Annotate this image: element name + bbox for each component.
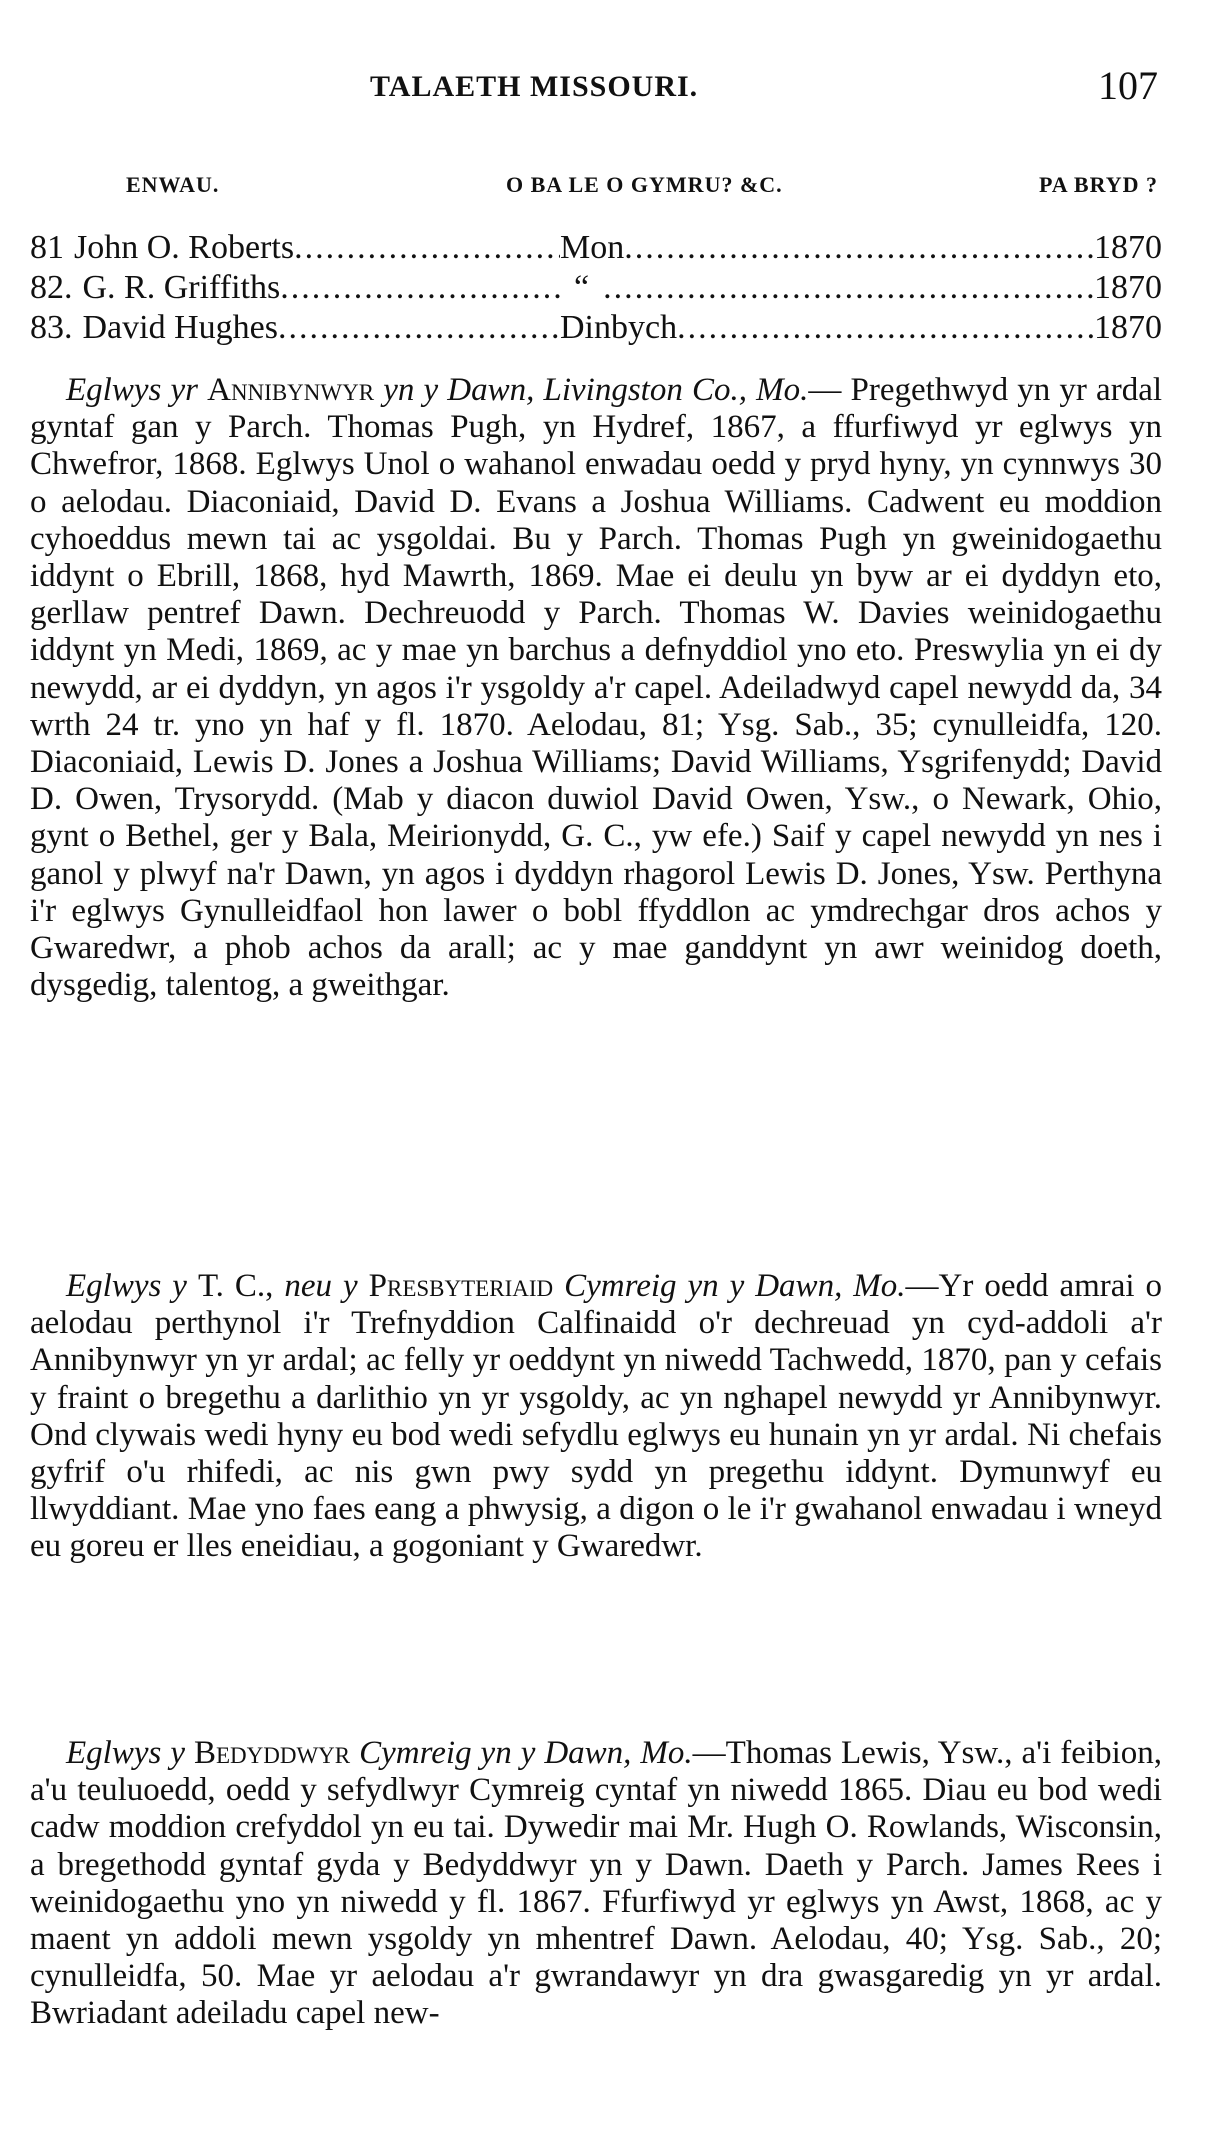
dot-leader	[624, 228, 1094, 268]
dot-leader	[294, 228, 560, 268]
roster-name: John O. Roberts	[74, 229, 295, 266]
roster-origin: Dinbych	[560, 309, 678, 346]
roster-origin: “	[574, 269, 590, 306]
page-number: 107	[1098, 63, 1158, 108]
section-body: —Thomas Lewis, Ysw., a'i feibion, a'u teuluoedd, oedd y sefydlwyr Cymreig cyntaf yn niwedd 1865. Diau eu bod wedi cadw moddion crefyddol yn eu tai. Dywedir mai Mr. Hugh O. Rowlands, Wisconsin, a bregethodd gyntaf gyda y Bedyddwyr yn y Dawn. Daeth y Parch. James Rees i weinidogaethu yno yn niwedd y fl. 1867. Ffurfiwyd yr eglwys yn Awst, 1868, ac y maent yn addoli mewn ysgoldy yn mhentref Dawn. Aelodau, 40; Ysg. Sab., 20; cynulleidfa, 50. Mae yr aelodau a'r gwrandawyr yn dra gwasgaredig yn yr ardal. Bwriadant adeiladu capel new-	[30, 1735, 1162, 2032]
roster-name: G. R. Griffiths	[82, 269, 281, 306]
roster-origin: Mon	[560, 229, 625, 266]
column-heading-names: ENWAU.	[126, 172, 220, 197]
roster-year: 1870	[1094, 229, 1162, 266]
roster-row	[30, 268, 1162, 308]
dot-leader	[280, 268, 560, 308]
roster-year: 1870	[1094, 269, 1162, 306]
roster-number: 83.	[30, 309, 73, 346]
section-annibynwyr	[30, 372, 1162, 1004]
book-page	[30, 0, 1162, 2138]
roster-column-headings	[126, 172, 1162, 202]
roster-number: 81	[30, 229, 64, 266]
roster-row	[30, 308, 1162, 348]
section-body: —Yr oedd amrai o aelodau perthynol i'r Trefnyddion Calfinaidd o'r dechreuad yn cyd-addoli a'r Annibynwyr yn yr ardal; ac felly yr oeddynt yn niwedd Tachwedd, 1870, pan y cefais y fraint o bregethu a darlithio yn yr ysgoldy, ac yn nghapel newydd yr Annibynwyr. Ond clywais wedi hyny eu bod wedi sefydlu eglwys eu hunain yn yr ardal. Ni chefais gyfrif o'u rhifedi, ac nis gwn pwy sydd yn pregethu iddynt. Dymunwyf eu llwyddiant. Mae yno faes eang a phwysig, a digon o le i'r gwahanol enwadau i wneyd eu goreu er lles eneidiau, a gogoniant y Gwaredwr.	[30, 1268, 1163, 1565]
dot-leader	[677, 308, 1094, 348]
section-presbyteriaid	[30, 1268, 1162, 1566]
section-lead: Eglwys yr Annibynwyr yn y Dawn, Livingston Co., Mo.	[66, 372, 809, 408]
section-bedyddwyr	[30, 1735, 1162, 2033]
roster-number: 82.	[30, 269, 73, 306]
running-title: TALAETH MISSOURI.	[370, 70, 699, 103]
column-heading-when: PA BRYD ?	[1038, 172, 1158, 197]
running-head	[30, 62, 1162, 112]
dot-leader	[278, 308, 560, 348]
dot-leader	[603, 268, 1094, 308]
column-heading-origin: O BA LE O GYMRU? &C.	[506, 172, 783, 197]
section-lead: Eglwys y T. C., neu y Presbyteriaid Cymreig yn y Dawn, Mo.	[66, 1268, 906, 1304]
roster-year: 1870	[1094, 309, 1162, 346]
roster-row	[30, 228, 1162, 268]
section-lead: Eglwys y Bedyddwyr Cymreig yn y Dawn, Mo.	[66, 1735, 693, 1771]
section-body: — Pregethwyd yn yr ardal gyntaf gan y Parch. Thomas Pugh, yn Hydref, 1867, a ffurfiwyd yr eglwys yn Chwefror, 1868. Eglwys Unol o wahanol enwadau oedd y pryd hyny, yn cynnwys 30 o aelodau. Diaconiaid, David D. Evans a Joshua Williams. Cadwent eu moddion cyhoeddus mewn tai ac ysgoldai. Bu y Parch. Thomas Pugh yn gweinidogaethu iddynt o Ebrill, 1868, hyd Mawrth, 1869. Mae ei deulu yn byw ar ei dyddyn eto, gerllaw pentref Dawn. Dechreuodd y Parch. Thomas W. Davies weinidogaethu iddynt yn Medi, 1869, ac y mae yn barchus a defnyddiol yno eto. Preswylia yn ei dy newydd, ar ei dyddyn, yn agos i'r ysgoldy a'r capel. Adeiladwyd capel newydd da, 34 wrth 24 tr. yno yn haf y fl. 1870. Aelodau, 81; Ysg. Sab., 35; cynulleidfa, 120. Diaconiaid, Lewis D. Jones a Joshua Williams; David Williams, Ysgrifenydd; David D. Owen, Trysorydd. (Mab y diacon duwiol David Owen, Ysw., o Newark, Ohio, gynt o Bethel, ger y Bala, Meirionydd, G. C., yw efe.) Saif y capel newydd yn nes i ganol y plwyf na'r Dawn, yn agos i dyddyn rhagorol Lewis D. Jones, Ysw. Perthyna i'r eglwys Gynulleidfaol hon lawer o bobl ffyddlon ac ymdrechgar dros achos y Gwaredwr, a phob achos da arall; ac y mae ganddynt yn awr weinidog doeth, dysgedig, talentog, a gweithgar.	[30, 372, 1163, 1004]
roster-list	[30, 228, 1162, 348]
roster-name: David Hughes	[82, 309, 278, 346]
